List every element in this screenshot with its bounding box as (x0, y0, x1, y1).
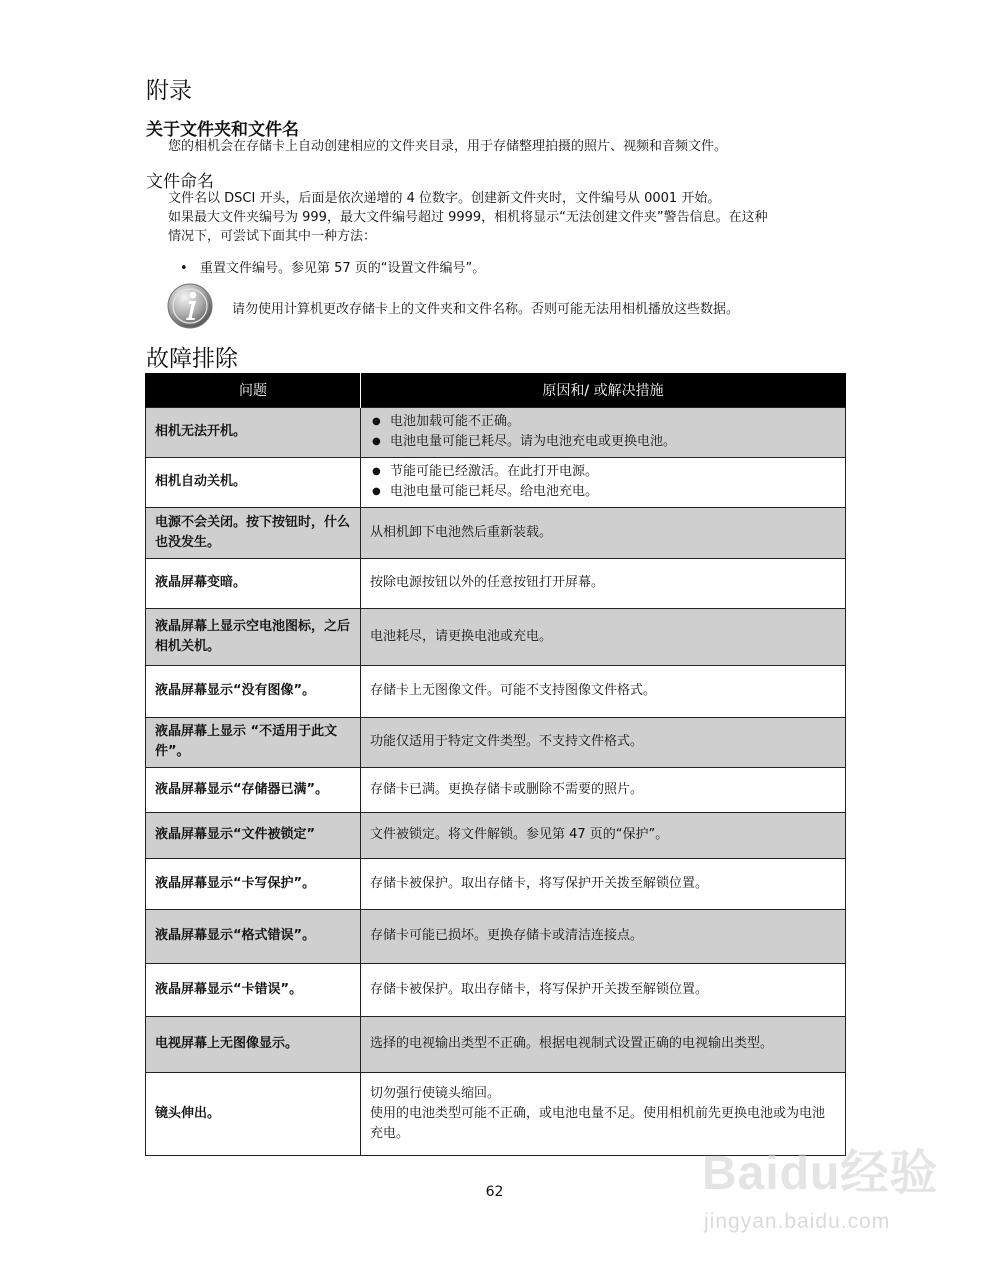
solution-cell (361, 407, 846, 457)
naming-bullet (180, 257, 485, 276)
solution-cell: 文件被锁定。将文件解锁。参见第 47 页的“保护”。 (361, 812, 846, 858)
info-icon (166, 282, 214, 330)
table-row (146, 812, 846, 858)
solution-item: ● 节能可能已经激活。在此打开电源。 (370, 462, 836, 482)
watermark-brand: Baidu经验 (702, 1147, 939, 1200)
problem-cell: 液晶屏幕显示“格式错误”。 (146, 909, 361, 963)
solution-item: ● 电池电量可能已耗尽。请为电池充电或更换电池。 (370, 432, 836, 452)
solution-cell: 按除电源按钮以外的任意按钮打开屏幕。 (361, 558, 846, 608)
solution-cell: 功能仅适用于特定文件类型。不支持文件格式。 (361, 717, 846, 767)
col-problem-header: 问题 (146, 373, 361, 407)
solution-cell: 从相机卸下电池然后重新装载。 (361, 507, 846, 558)
solution-cell: 存储卡已满。更换存储卡或删除不需要的照片。 (361, 767, 846, 812)
troubleshooting-title: 故障排除 (146, 346, 238, 372)
table-row (146, 1072, 846, 1155)
solution-cell: 存储卡可能已损坏。更换存储卡或清洁连接点。 (361, 909, 846, 963)
solution-cell: 存储卡上无图像文件。可能不支持图像文件格式。 (361, 665, 846, 717)
naming-line-3: 情况下，可尝试下面其中一种方法： (168, 229, 377, 244)
problem-cell: 液晶屏幕上显示空电池图标，之后相机关机。 (146, 608, 361, 665)
naming-line-2: 如果最大文件夹编号为 999，最大文件编号超过 9999，相机将显示“无法创建文件夹”警告信息。在这种 (168, 210, 768, 225)
solution-line: 使用的电池类型可能不正确，或电池电量不足。使用相机前先更换电池或为电池充电。 (370, 1105, 826, 1141)
solution-cell (361, 1072, 846, 1155)
bullet-mark: • (180, 261, 188, 276)
table-row (146, 457, 846, 507)
problem-cell: 液晶屏幕显示“文件被锁定” (146, 812, 361, 858)
problem-cell: 相机无法开机。 (146, 407, 361, 457)
solution-cell (361, 457, 846, 507)
solution-cell: 电池耗尽，请更换电池或充电。 (361, 608, 846, 665)
solution-cell: 选择的电视输出类型不正确。根据电视制式设置正确的电视输出类型。 (361, 1016, 846, 1072)
naming-heading: 文件命名 (146, 172, 214, 192)
naming-line-1: 文件名以 DSCI 开头，后面是依次递增的 4 位数字。创建新文件夹时，文件编号从 0001 开始。 (168, 191, 721, 206)
table-row (146, 909, 846, 963)
col-solution-header: 原因和/ 或解决措施 (361, 373, 846, 407)
table-row (146, 558, 846, 608)
solution-cell: 存储卡被保护。取出存储卡，将写保护开关拨至解锁位置。 (361, 858, 846, 909)
table-row (146, 665, 846, 717)
watermark-url: jingyan.baidu.com (704, 1210, 891, 1233)
solution-item: ● 电池电量可能已耗尽。给电池充电。 (370, 482, 836, 502)
table-row (146, 1016, 846, 1072)
problem-cell: 液晶屏幕变暗。 (146, 558, 361, 608)
note-text: 请勿使用计算机更改存储卡上的文件夹和文件名称。否则可能无法用相机播放这些数据。 (232, 302, 740, 317)
problem-cell: 液晶屏幕显示“存储器已满”。 (146, 767, 361, 812)
problem-cell: 液晶屏幕上显示 “不适用于此文件”。 (146, 717, 361, 767)
table-row (146, 407, 846, 457)
table-row (146, 507, 846, 558)
problem-cell: 相机自动关机。 (146, 457, 361, 507)
appendix-title: 附录 (146, 78, 192, 104)
naming-bullet-text: 重置文件编号。参见第 57 页的“设置文件编号”。 (200, 261, 486, 276)
solution-cell: 存储卡被保护。取出存储卡，将写保护开关拨至解锁位置。 (361, 963, 846, 1016)
problem-cell: 液晶屏幕显示“卡错误”。 (146, 963, 361, 1016)
problem-cell: 液晶屏幕显示“卡写保护”。 (146, 858, 361, 909)
problem-cell: 电源不会关闭。按下按钮时，什么也没发生。 (146, 507, 361, 558)
troubleshooting-table (145, 373, 846, 1156)
problem-cell: 镜头伸出。 (146, 1072, 361, 1155)
table-header-row (146, 373, 846, 407)
table-row (146, 963, 846, 1016)
watermark (702, 1147, 939, 1258)
problem-cell: 液晶屏幕显示“没有图像”。 (146, 665, 361, 717)
table-row (146, 608, 846, 665)
problem-cell: 电视屏幕上无图像显示。 (146, 1016, 361, 1072)
table-row (146, 858, 846, 909)
page-number: 62 (485, 1184, 504, 1200)
folders-body: 您的相机会在存储卡上自动创建相应的文件夹目录，用于存储整理拍摄的照片、视频和音频文件。 (168, 139, 728, 154)
table-row (146, 767, 846, 812)
solution-item: ● 电池加载可能不正确。 (370, 412, 836, 432)
solution-line: 切勿强行使镜头缩回。 (370, 1085, 501, 1101)
table-row (146, 717, 846, 767)
folders-heading: 关于文件夹和文件名 (146, 120, 299, 140)
